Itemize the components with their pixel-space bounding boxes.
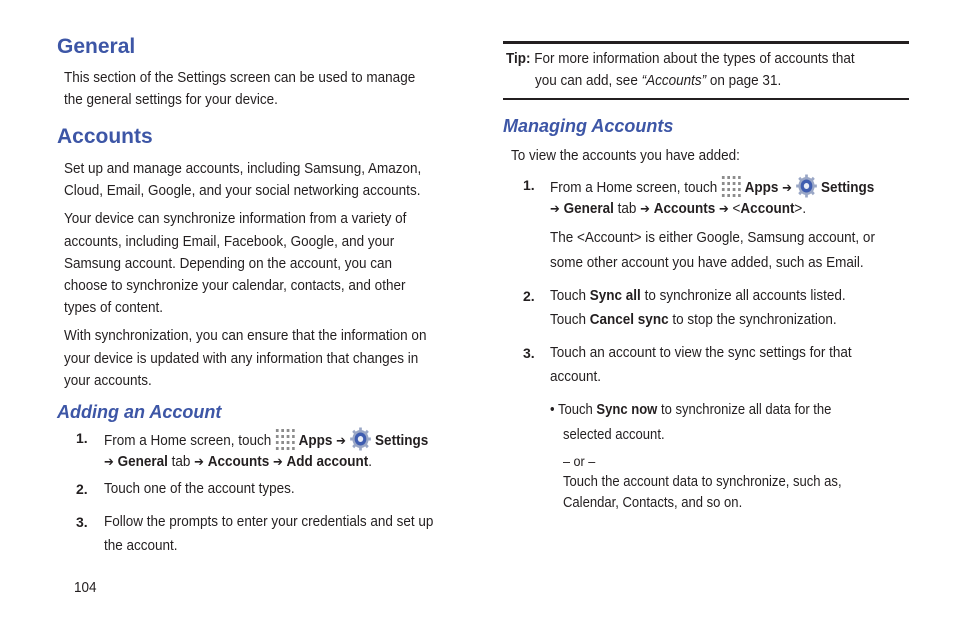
general-tab-label: General [563,200,614,217]
settings-gear-icon [796,174,818,198]
step-text: From a Home screen, touch [550,179,718,196]
apps-label: Apps [744,179,779,196]
step-number: 2. [523,288,535,304]
managing-step1-note-2: some other account you have added, such as Email. [550,254,864,271]
accounts-p3-line-2: your device is updated with any information that changes in [64,350,419,367]
step-text: to synchronize all accounts listed. [644,287,846,304]
gt-bracket: >. [794,200,807,217]
step-number: 2. [76,481,88,497]
or-separator: – or – [563,453,596,469]
step-text: to stop the synchronization. [672,311,837,328]
managing-step2-line-1 [550,285,846,308]
settings-label: Settings [375,432,429,449]
tip-text: For more information about the types of accounts that [534,50,855,67]
general-body-line-1: This section of the Settings screen can be used to manage [64,69,416,86]
sync-now-label: Sync now [596,402,658,418]
step-text: From a Home screen, touch [104,432,272,449]
apps-label: Apps [298,432,333,449]
section-title-managing-accounts: Managing Accounts [503,116,674,136]
accounts-p2-line-2: accounts, including Email, Facebook, Google, and your [64,233,395,250]
adding-step3-line-1: Follow the prompts to enter your credentials and set up [104,513,434,530]
step-text: Touch [550,311,587,328]
arrow-icon: ➔ [272,455,283,470]
adding-step1-line-2 [104,451,372,475]
general-body-line-2: the general settings for your device. [64,91,278,108]
apps-grid-icon [275,428,295,450]
settings-label: Settings [821,179,875,196]
step-number: 3. [523,345,535,361]
general-tab-label: General [117,453,168,470]
tip-line-2 [535,70,781,93]
sync-all-label: Sync all [589,287,641,304]
bullet-text: to synchronize all data for the [660,402,832,418]
account-placeholder: Account [740,200,795,217]
accounts-p3-line-1: With synchronization, you can ensure that the information on [64,327,427,344]
arrow-icon: ➔ [640,202,650,217]
section-title-general: General [57,35,136,58]
accounts-p3-line-3: your accounts. [64,372,152,389]
tip-reference: “Accounts” [641,72,707,89]
accounts-p1-line-1: Set up and manage accounts, including Samsung, Amazon, [64,160,422,177]
arrow-icon: ➔ [336,434,346,449]
step-number: 3. [76,514,88,530]
tip-text: you can add, see [535,72,638,89]
tip-bottom-rule [503,98,909,100]
tip-text: on page 31. [709,72,782,89]
arrow-icon: ➔ [782,181,792,196]
arrow-icon: ➔ [718,202,729,217]
bullet-line-2: selected account. [563,427,665,443]
lt-bracket: < [732,200,741,217]
settings-gear-icon [350,427,372,451]
accounts-label: Accounts [207,453,270,470]
bullet-text: • Touch [550,402,593,418]
managing-step3-line-1: Touch an account to view the sync settings for that [550,344,852,361]
managing-step1-line-1 [550,174,874,201]
tip-line-1 [506,48,855,71]
managing-intro: To view the accounts you have added: [511,147,740,164]
tab-word: tab [617,200,637,217]
managing-step1-line-2 [550,198,806,222]
section-title-adding-account: Adding an Account [57,402,222,422]
accounts-label: Accounts [653,200,716,217]
page-number: 104 [74,579,97,596]
arrow-icon: ➔ [194,455,204,470]
step-number: 1. [76,430,88,446]
adding-step2-text: Touch one of the account types. [104,480,295,497]
step-number: 1. [523,177,535,193]
adding-step1-line-1 [104,427,428,454]
tab-word: tab [171,453,191,470]
accounts-p2-line-1: Your device can synchronize information from a variety of [64,210,407,227]
section-title-accounts: Accounts [57,125,153,148]
managing-step1-note-1: The <Account> is either Google, Samsung account, or [550,229,875,246]
add-account-label: Add account [286,453,369,470]
arrow-icon: ➔ [550,202,560,217]
managing-step3-line-2: account. [550,368,602,385]
period: . [368,453,373,470]
alt-line-1: Touch the account data to synchronize, such as, [563,474,842,490]
managing-step2-line-2 [550,309,837,332]
adding-step3-line-2: the account. [104,537,178,554]
accounts-p2-line-5: types of content. [64,299,164,316]
apps-grid-icon [721,175,741,197]
arrow-icon: ➔ [104,455,114,470]
cancel-sync-label: Cancel sync [589,311,669,328]
bullet-line-1 [550,399,831,422]
tip-label: Tip: [506,50,531,67]
step-text: Touch [550,287,587,304]
alt-line-2: Calendar, Contacts, and so on. [563,495,743,511]
accounts-p2-line-4: choose to synchronize your calendar, contacts, and other [64,277,406,294]
tip-top-rule [503,41,909,44]
accounts-p2-line-3: Samsung account. Depending on the account, you can [64,255,392,272]
accounts-p1-line-2: Cloud, Email, Google, and your social networking accounts. [64,182,421,199]
